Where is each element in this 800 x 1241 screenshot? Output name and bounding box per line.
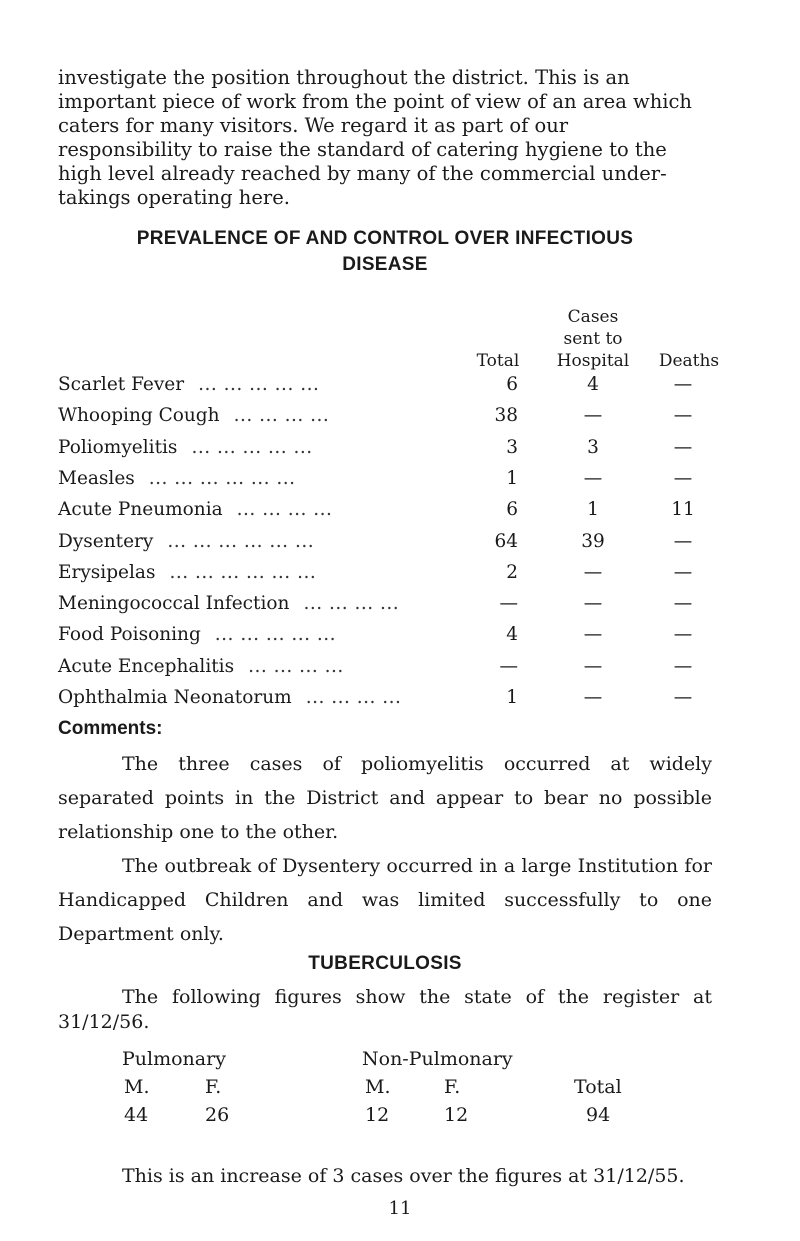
table-row (58, 593, 712, 619)
table-row (58, 656, 712, 682)
total-cell: 1 (506, 467, 518, 489)
intro-line: responsibility to raise the standard of catering hygiene to the (58, 138, 667, 161)
hospital-cell: — (583, 467, 603, 489)
table-row (58, 437, 712, 463)
table-row (58, 405, 712, 431)
col-header-deaths: Deaths (658, 351, 720, 371)
table-row (58, 562, 712, 588)
disease-name: Measles (58, 467, 135, 489)
tb-head-total: Total (574, 1076, 622, 1098)
hospital-cell: — (583, 687, 603, 708)
disease-name: Whooping Cough (58, 405, 220, 427)
deaths-cell: — (673, 593, 693, 615)
comments-label: Comments: (58, 718, 163, 739)
leader-dots: ... ... ... ... ... ... (169, 561, 317, 583)
deaths-cell: — (673, 374, 693, 395)
tb-head-f-pulmonary: F. (205, 1076, 222, 1098)
tb-head-f-non-pulmonary: F. (444, 1076, 461, 1098)
tuberculosis-footer: This is an increase of 3 cases over the figures at 31/12/55. (122, 1165, 685, 1187)
comments-paragraph-1: The three cases of poliomyelitis occurred at widely separated points in the District and appear to bear no possible relationship one to the other. (58, 753, 712, 843)
page-number: 11 (388, 1198, 412, 1219)
hospital-cell: 3 (587, 436, 599, 458)
table-row (58, 531, 712, 557)
intro-line: takings operating here. (58, 186, 290, 209)
deaths-cell: — (673, 436, 693, 458)
deaths-cell: — (673, 624, 693, 646)
deaths-cell: — (673, 687, 693, 708)
disease-name: Acute Pneumonia (58, 499, 223, 521)
total-cell: — (499, 593, 518, 615)
total-cell: 3 (506, 436, 518, 458)
tb-head-m-pulmonary: M. (124, 1076, 150, 1098)
disease-name: Erysipelas (58, 561, 156, 583)
tb-pulmonary-f: 26 (205, 1104, 230, 1126)
hospital-cell: — (583, 561, 603, 583)
leader-dots: ... ... ... ... (233, 405, 330, 427)
leader-dots: ... ... ... ... (303, 593, 400, 615)
hospital-cell: — (583, 593, 603, 615)
disease-name: Meningococcal Infection (58, 593, 290, 615)
tb-non-pulmonary-m: 12 (365, 1104, 390, 1126)
leader-dots: ... ... ... ... (236, 499, 333, 521)
tb-pulmonary-label: Pulmonary (122, 1048, 226, 1070)
heading-line-1: PREVALENCE OF AND CONTROL OVER INFECTIOUS (136, 228, 634, 249)
deaths-cell: — (673, 561, 693, 583)
total-cell: 4 (506, 624, 518, 646)
hospital-cell: — (583, 624, 603, 646)
disease-name: Food Poisoning (58, 624, 201, 646)
tb-non-pulmonary-label: Non-Pulmonary (362, 1048, 513, 1070)
disease-name: Dysentery (58, 530, 154, 552)
tb-total: 94 (586, 1104, 611, 1126)
table-row (58, 374, 712, 400)
total-cell: 2 (506, 561, 518, 583)
leader-dots: ... ... ... ... (305, 687, 402, 708)
deaths-cell: — (673, 467, 693, 489)
deaths-cell: 11 (671, 499, 695, 521)
comments-paragraph-2: The outbreak of Dysentery occurred in a large Institution for Handicapped Children and was limited successfully to one Department only. (58, 855, 712, 945)
disease-name: Poliomyelitis (58, 436, 178, 458)
table-row (58, 499, 712, 525)
tuberculosis-heading: TUBERCULOSIS (308, 953, 462, 974)
table-row (58, 687, 712, 713)
intro-line: high level already reached by many of the commercial under- (58, 162, 667, 185)
intro-paragraph (58, 66, 712, 210)
col-header-hospital: Cases sent to Hospital (556, 307, 630, 371)
intro-line: important piece of work from the point of view of an area which (58, 90, 692, 113)
total-cell: — (499, 655, 518, 677)
col-header-total: Total (476, 351, 520, 371)
total-cell: 64 (494, 530, 518, 552)
total-cell: 38 (494, 405, 518, 427)
table-row (58, 468, 712, 494)
deaths-cell: — (673, 530, 693, 552)
tb-head-m-non-pulmonary: M. (365, 1076, 391, 1098)
heading-line-2: DISEASE (342, 254, 428, 275)
disease-name: Ophthalmia Neonatorum (58, 687, 292, 708)
tb-pulmonary-m: 44 (124, 1104, 149, 1126)
leader-dots: ... ... ... ... ... (191, 436, 313, 458)
leader-dots: ... ... ... ... ... (198, 374, 320, 395)
infectious-disease-heading (58, 228, 712, 276)
tb-non-pulmonary-f: 12 (444, 1104, 469, 1126)
total-cell: 1 (506, 687, 518, 708)
intro-line: investigate the position throughout the district. This is an (58, 66, 630, 89)
table-row (58, 624, 712, 650)
hospital-cell: 1 (587, 499, 599, 521)
hospital-cell: 39 (581, 530, 605, 552)
leader-dots: ... ... ... ... ... ... (167, 530, 315, 552)
disease-name: Acute Encephalitis (58, 655, 235, 677)
leader-dots: ... ... ... ... ... (214, 624, 337, 646)
tuberculosis-intro: The following figures show the state of the register at 31/12/56. (58, 986, 712, 1033)
hospital-cell: — (583, 655, 603, 677)
deaths-cell: — (673, 655, 693, 677)
deaths-cell: — (673, 405, 693, 427)
disease-name: Scarlet Fever (58, 374, 185, 395)
infectious-disease-table (58, 307, 720, 710)
total-cell: 6 (506, 374, 518, 395)
hospital-cell: 4 (587, 374, 599, 395)
intro-line: caters for many visitors. We regard it as part of our (58, 114, 569, 137)
leader-dots: ... ... ... ... (248, 655, 344, 677)
hospital-cell: — (583, 405, 603, 427)
leader-dots: ... ... ... ... ... ... (148, 467, 296, 489)
total-cell: 6 (506, 499, 518, 521)
